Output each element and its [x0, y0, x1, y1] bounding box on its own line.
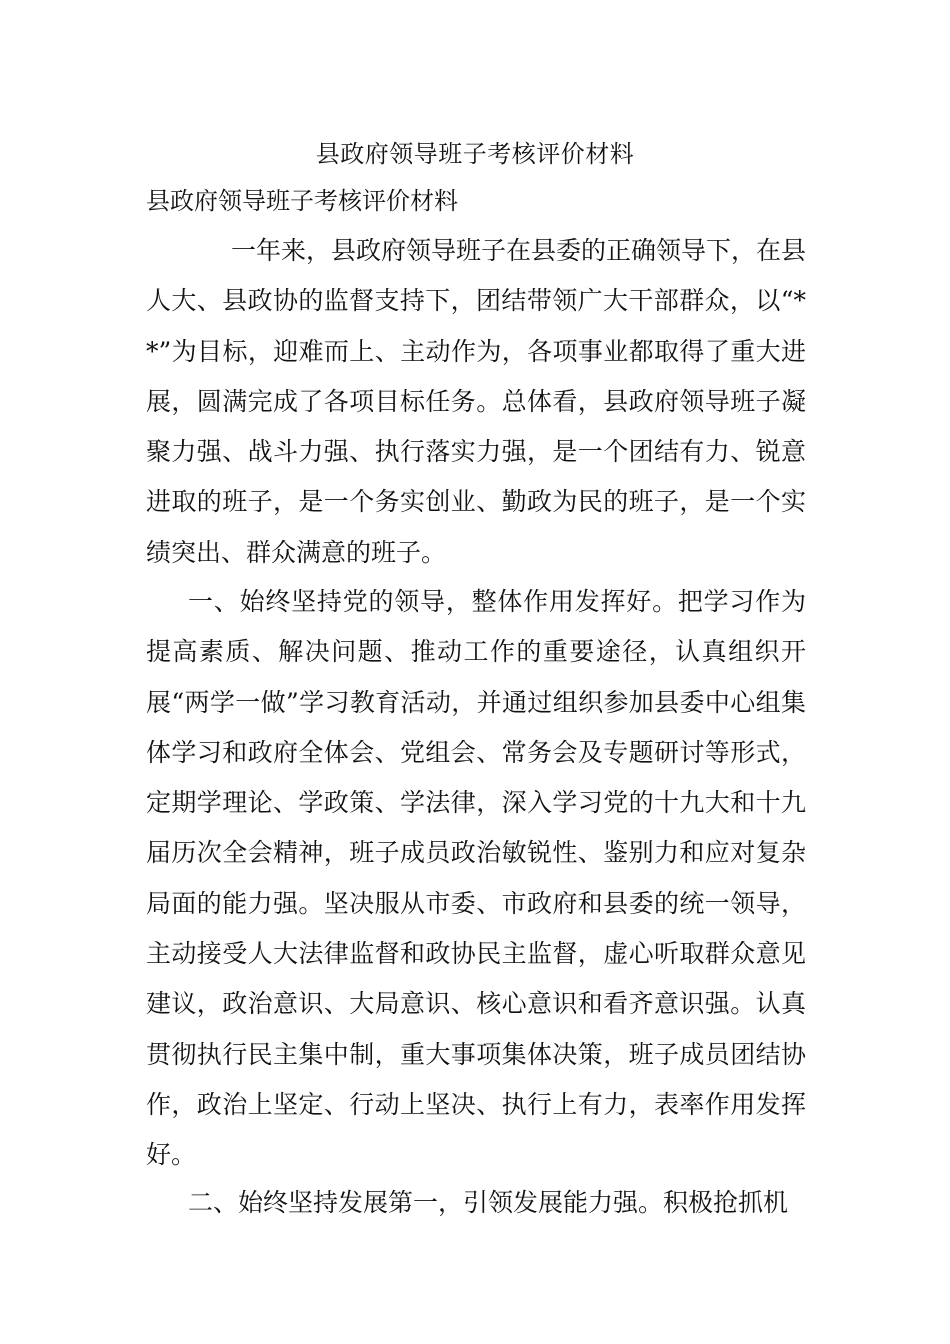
paragraph-section-two: 二、始终坚持发展第一，引领发展能力强。积极抢抓机	[188, 1188, 789, 1217]
document-title: 县政府领导班子考核评价材料	[315, 140, 635, 168]
paragraph-intro: 一年来，县政府领导班子在县委的正确领导下，在县人大、县政协的监督支持下，团结带领广大干部群众，以“**”为目标，迎难而上、主动作为，各项事业都取得了重大进展，圆满完成了各项目标任务。总体看，县政府领导班子凝聚力强、战斗力强、执行落实力强，是一个团结有力、锐意进取的班子，是一个务实创业、勤政为民的班子，是一个实绩突出、群众满意的班子。	[146, 236, 807, 567]
document-subtitle: 县政府领导班子考核评价材料	[146, 187, 458, 215]
paragraph-section-one: 一、始终坚持党的领导，整体作用发挥好。把学习作为提高素质、解决问题、推动工作的重要途径，认真组织开展“两学一做”学习教育活动，并通过组织参加县委中心组集体学习和政府全体会、党组会、常务会及专题研讨等形式，定期学理论、学政策、学法律，深入学习党的十九大和十九届历次全会精神，班子成员政治敏锐性、鉴别力和应对复杂局面的能力强。坚决服从市委、市政府和县委的统一领导，主动接受人大法律监督和政协民主监督，虚心听取群众意见建议，政治意识、大局意识、核心意识和看齐意识强。认真贯彻执行民主集中制，重大事项集体决策，班子成员团结协作，政治上坚定、行动上坚决、执行上有力，表率作用发挥好。	[146, 587, 806, 1170]
